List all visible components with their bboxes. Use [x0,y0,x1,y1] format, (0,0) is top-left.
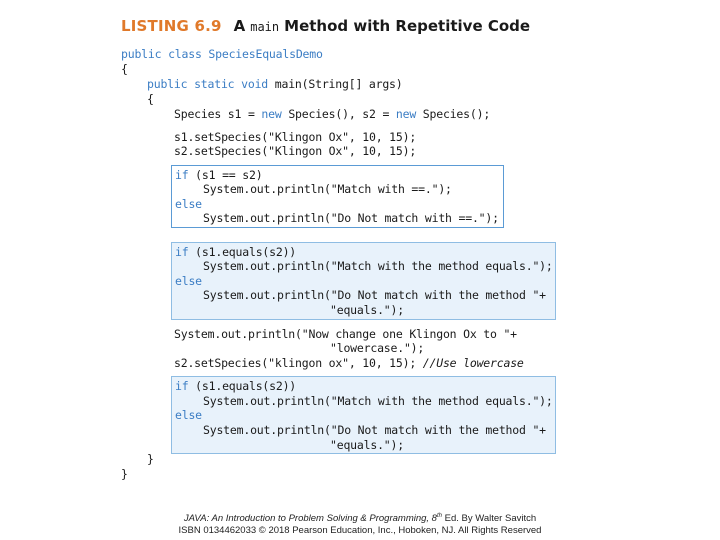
code-line: s1.setSpecies("Klingon Ox", 10, 15); [174,130,417,144]
else-keyword: else [175,197,202,211]
code-line: { [121,62,128,76]
code-line [121,47,323,61]
code-line: { [147,92,154,106]
code-line [175,197,202,211]
method-signature: main(String[] args) [268,77,403,91]
code-line [175,408,202,422]
code-line [147,77,403,91]
code-line [174,356,524,370]
code-line: } [147,452,154,466]
code-line: System.out.println("Do Not match with the method "+ [203,288,546,302]
footer-copyright: ISBN 0134462033 © 2018 Pearson Education, Inc., Hoboken, NJ. All Rights Reserved [178,525,542,536]
code-line [175,168,262,182]
code-line: System.out.println("Match with ==."); [203,182,452,196]
heading-article: A [233,17,246,35]
code-text: Species(); [416,107,491,121]
code-line [175,274,202,288]
new-keyword: new [261,107,282,121]
code-line: System.out.println("Match with the method equals."); [203,394,553,408]
code-comment: //Use lowercase [416,356,524,370]
listing-heading [121,17,530,39]
code-line [174,107,490,121]
new-keyword: new [395,107,417,121]
code-line: "lowercase."); [330,341,425,355]
code-line [175,379,296,393]
footer-author: Ed. By Walter Savitch [441,513,537,525]
code-line: "equals."); [330,438,404,452]
code-line [175,245,296,259]
class-declaration: public class SpeciesEqualsDemo [121,47,323,61]
if-keyword: if [175,379,189,393]
code-text: Species(), s2 = [281,107,396,121]
code-text: (s1 == s2) [188,168,263,182]
if-keyword: if [175,245,189,259]
method-modifiers: public static void [147,77,269,91]
else-keyword: else [175,408,202,422]
heading-title: Method with Repetitive Code [284,17,531,35]
code-text: s2.setSpecies("klingon ox", 10, 15); [174,356,417,370]
code-text: Species s1 = [174,107,262,121]
footer-edition-suffix: th [436,513,442,519]
footer-citation [0,513,720,524]
if-keyword: if [175,168,189,182]
code-line: System.out.println("Match with the method equals."); [203,259,553,273]
code-line: s2.setSpecies("Klingon Ox", 10, 15); [174,144,417,158]
code-line: "equals."); [330,303,404,317]
code-line: System.out.println("Do Not match with the method "+ [203,423,546,437]
code-text: (s1.equals(s2)) [188,245,297,259]
code-line: System.out.println("Do Not match with ==."); [203,211,499,225]
heading-code-word: main [250,20,280,34]
code-line: System.out.println("Now change one Klingon Ox to "+ [174,327,517,341]
code-line: } [121,467,128,481]
else-keyword: else [175,274,202,288]
footer-book-title: JAVA: An Introduction to Problem Solving & Programming, 8 [183,513,437,525]
listing-number: LISTING 6.9 [121,17,222,35]
code-text: (s1.equals(s2)) [188,379,297,393]
